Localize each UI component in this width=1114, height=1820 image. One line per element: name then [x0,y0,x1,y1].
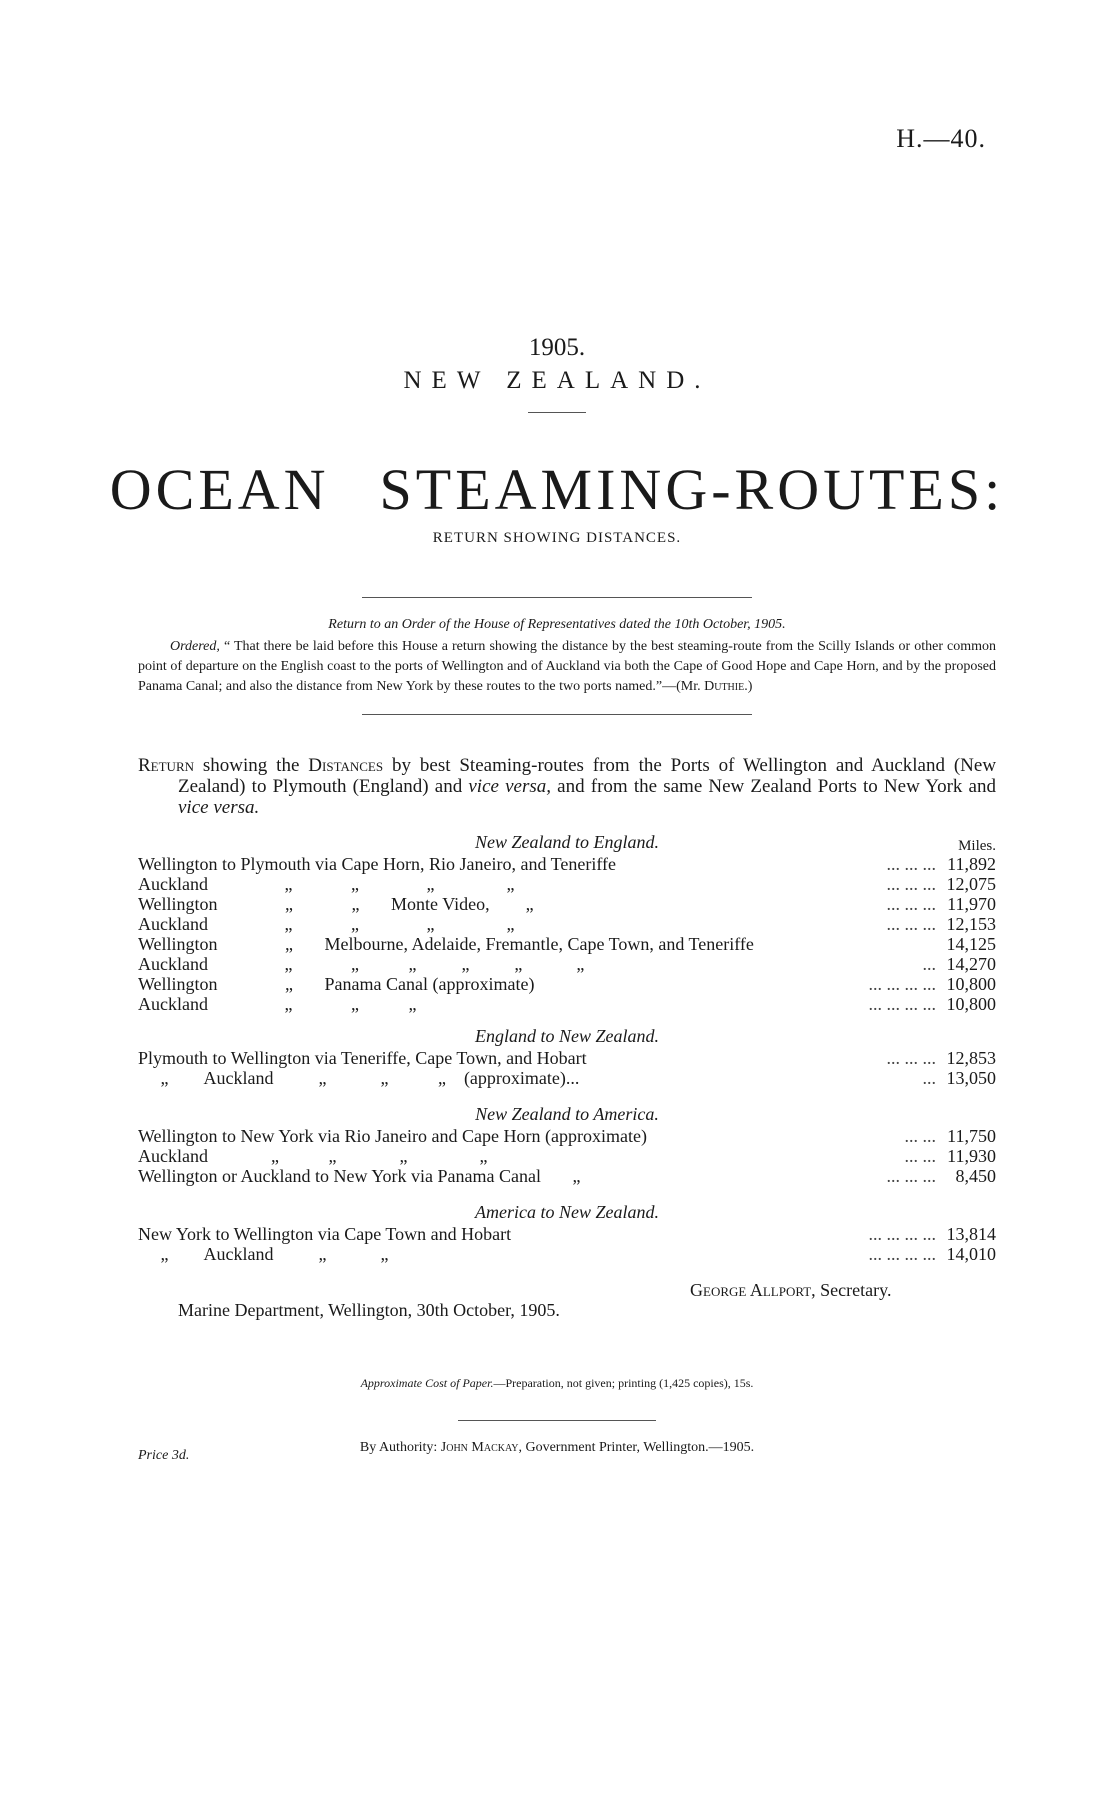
miles-value: 14,270 [946,954,996,974]
miles-value: 11,750 [947,1126,996,1146]
route-text: Auckland „ „ „ „ [138,874,515,894]
leader-dots: ... ... [904,1126,936,1146]
signatory-name: George Allport, [690,1280,816,1300]
miles-value: 11,930 [947,1146,996,1166]
printer-name: John Mackay, [440,1440,522,1455]
leader-dots: ... ... ... ... [868,1224,936,1244]
page-title [0,456,1114,523]
authority-suffix: Government Printer, Wellington.—1905. [525,1440,755,1455]
order-date-line: Return to an Order of the House of Representatives dated the 10th October, 1905. [328,617,786,632]
divider-bottom [362,714,752,715]
title-part-ocean: OCEAN [109,457,330,522]
leader-dots: ... ... ... [886,914,936,934]
order-text [138,637,996,697]
document-year: 1905. [528,334,586,361]
cost-text: —Preparation, not given; printing (1,425 copies), 15s. [493,1376,754,1390]
intro-vice-versa-2: vice versa. [178,797,260,818]
leader-dots: ... [922,954,936,974]
short-divider [528,412,586,413]
title-part-steaming-routes: STEAMING-ROUTES: [379,457,1005,522]
route-text: Auckland „ „ „ „ [138,1146,488,1166]
route-text: New York to Wellington via Cape Town and Hobart [138,1224,512,1244]
table-row [138,1068,996,1088]
leader-dots: ... ... ... [886,874,936,894]
intro-distances-word: Distances [308,755,384,776]
table-row [138,1244,996,1264]
intro-lead-word: Return [138,755,195,776]
table-row [138,994,996,1014]
route-text: Wellington „ „ Monte Video, „ [138,894,534,914]
leader-dots: ... ... ... [886,1166,936,1186]
miles-value: 11,970 [947,894,996,914]
miles-value: 11,892 [947,854,996,874]
section-england-to-nz [138,1024,996,1088]
route-text: „ Auckland „ „ „ (approximate)... [138,1068,580,1088]
member-name: Duthie.) [704,679,753,694]
miles-value: 12,075 [946,874,996,894]
intro-text-b: by best Steaming-routes from the Ports of Wellington and Auckland (New Zealand) to Plymouth (England) and [178,755,997,797]
section-nz-to-england [138,830,996,1014]
document-reference: H.—40. [896,124,986,153]
leader-dots: ... ... [904,1146,936,1166]
table-row [138,1048,996,1068]
cost-label: Approximate Cost of Paper. [360,1376,494,1390]
route-text: Plymouth to Wellington via Teneriffe, Cape Town, and Hobart [138,1048,587,1068]
footer-divider [458,1420,656,1421]
table-row [138,934,996,954]
page-subtitle: RETURN SHOWING DISTANCES. [432,530,682,546]
authority-prefix: By Authority: [359,1440,438,1455]
miles-value: 8,450 [955,1166,996,1186]
table-row [138,974,996,994]
miles-column-label: Miles. [958,838,996,854]
table-row [138,1166,996,1186]
intro-vice-versa-1: vice versa, [468,776,552,797]
intro-paragraph [138,755,996,818]
section-america-to-nz [138,1200,996,1264]
intro-text-a: showing the [202,755,300,776]
section-heading: England to New Zealand. [475,1026,659,1046]
leader-dots: ... ... ... [886,1048,936,1068]
leader-dots: ... ... ... ... [868,974,936,994]
return-intro [138,755,996,818]
signature [690,1280,891,1301]
miles-value: 13,814 [946,1224,996,1244]
cost-of-paper [0,1376,1114,1391]
divider-top [362,597,752,598]
route-text: Wellington or Auckland to New York via Panama Canal „ [138,1166,581,1186]
table-row [138,874,996,894]
leader-dots: ... ... ... ... [868,1244,936,1264]
section-heading: New Zealand to America. [475,1104,659,1124]
signatory-title: Secretary. [820,1280,892,1300]
miles-value: 10,800 [946,994,996,1014]
route-text: Auckland „ „ „ [138,994,417,1014]
leader-dots: ... ... ... ... [868,994,936,1014]
miles-value: 12,153 [946,914,996,934]
table-row [138,1126,996,1146]
route-text: Auckland „ „ „ „ „ „ [138,954,585,974]
section-heading: New Zealand to England. [475,832,659,852]
table-row [138,914,996,934]
table-row [138,954,996,974]
miles-value: 14,010 [946,1244,996,1264]
route-text: Wellington „ Panama Canal (approximate) [138,974,535,994]
route-text: Wellington to Plymouth via Cape Horn, Rio Janeiro, and Teneriffe [138,854,617,874]
leader-dots: ... ... ... [886,894,936,914]
ordered-word: Ordered, [170,639,220,654]
route-text: Wellington to New York via Rio Janeiro and Cape Horn (approximate) [138,1126,647,1146]
table-row [138,894,996,914]
miles-value: 13,050 [946,1068,996,1088]
miles-value: 10,800 [946,974,996,994]
table-row [138,1146,996,1166]
route-text: Wellington „ Melbourne, Adelaide, Fremantle, Cape Town, and Teneriffe [138,934,754,954]
route-text: „ Auckland „ „ [138,1244,389,1264]
section-heading: America to New Zealand. [475,1202,659,1222]
intro-text-c: and from the same New Zealand Ports to New York and [557,776,996,797]
route-text: Auckland „ „ „ „ [138,914,515,934]
leader-dots: ... ... ... [886,854,936,874]
price: Price 3d. [138,1448,190,1463]
miles-value: 12,853 [946,1048,996,1068]
table-row [138,1224,996,1244]
country-heading: NEW ZEALAND. [403,367,711,394]
department-date-line: Marine Department, Wellington, 30th October, 1905. [178,1300,560,1320]
table-row [138,854,996,874]
miles-value: 14,125 [946,934,996,954]
leader-dots: ... [922,1068,936,1088]
order-body: “ That there be laid before this House a return showing the distance by the best steaming-route from the Scilly Islands or other common point of departure on the English coast to the ports of Wellington and of Auckland via both the Cape of Good Hope and Cape Horn, and by the proposed Panama Canal; and also the distance from New York by these routes to the two ports named.”—(Mr. [138,639,997,694]
section-nz-to-america [138,1102,996,1186]
